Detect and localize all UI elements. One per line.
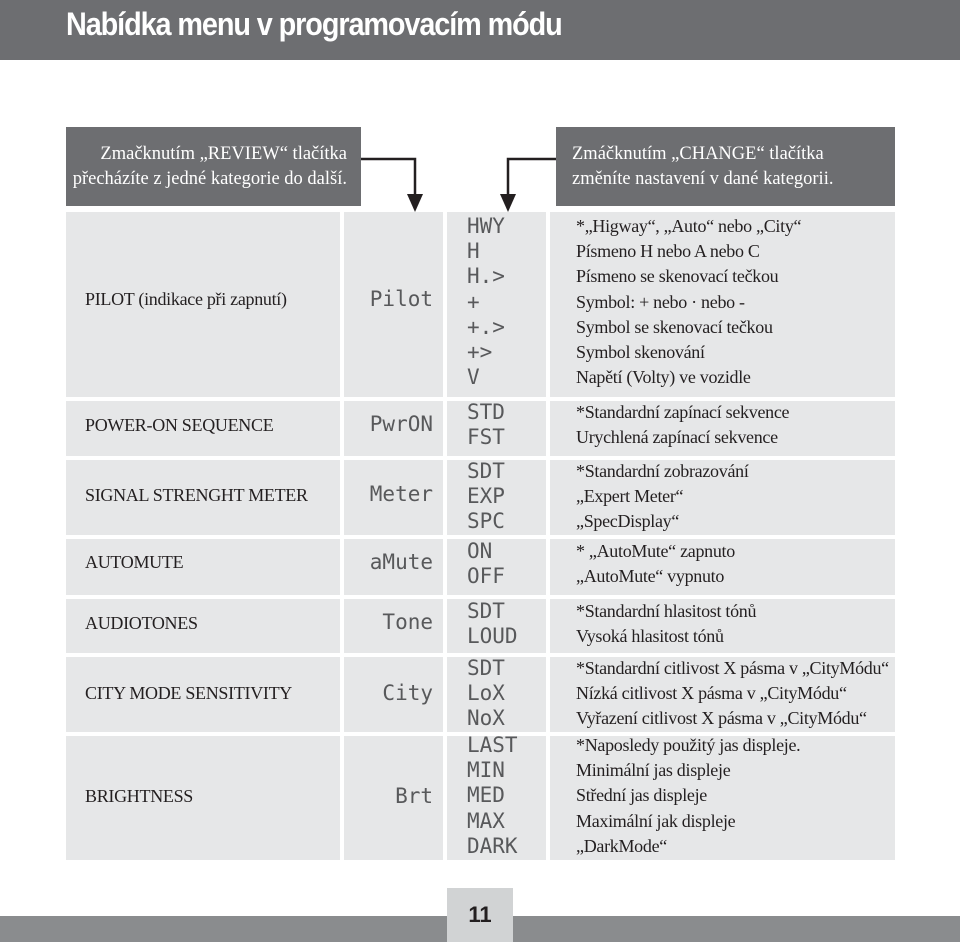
options-list: [467, 214, 505, 390]
option-value: STD: [467, 400, 505, 424]
description-list: [576, 459, 749, 535]
option-value: OFF: [467, 564, 505, 589]
option-description: Maximální jak displeje: [576, 810, 736, 831]
option-value: +>: [467, 339, 493, 364]
display-code: PwrON: [369, 412, 433, 436]
option-description: „Expert Meter“: [576, 486, 684, 507]
options-list: [467, 400, 505, 450]
option-value: LoX: [467, 681, 505, 706]
review-instruction-line: přecházíte z jedné kategorie do další.: [72, 169, 347, 189]
option-description: „SpecDisplay“: [576, 511, 680, 532]
options-list: [467, 539, 505, 589]
display-code: Brt: [395, 784, 433, 808]
option-description: Symbol skenování: [576, 341, 705, 362]
options-list: [467, 733, 518, 859]
option-description: * „AutoMute“ zapnuto: [576, 541, 735, 561]
option-value: FST: [467, 425, 505, 450]
change-instruction-line: změníte nastavení v dané kategorii.: [572, 169, 834, 189]
category-label: POWER-ON SEQUENCE: [85, 415, 274, 435]
display-code: Tone: [382, 610, 433, 634]
display-code: City: [382, 681, 433, 705]
option-description: *Naposledy použitý jas displeje.: [576, 735, 801, 755]
option-value: SPC: [467, 509, 505, 534]
option-value: SDT: [467, 459, 505, 483]
description-list: [576, 599, 756, 649]
option-description: „DarkMode“: [576, 835, 667, 856]
option-description: „AutoMute“ vypnuto: [576, 566, 725, 587]
option-description: Vyřazení citlivost X pásma v „CityMódu“: [576, 708, 867, 729]
option-value: +: [467, 289, 480, 314]
option-value: H.>: [467, 264, 505, 289]
option-value: EXP: [467, 484, 505, 509]
option-description: Symbol se skenovací tečkou: [576, 316, 773, 337]
option-value: MAX: [467, 808, 505, 833]
page-number-box: [447, 888, 513, 942]
option-description: Písmeno se skenovací tečkou: [576, 266, 779, 287]
option-value: LAST: [467, 733, 518, 757]
category-label: SIGNAL STRENGHT METER: [85, 485, 308, 505]
options-list: [467, 656, 505, 732]
option-description: *Standardní zapínací sekvence: [576, 402, 790, 422]
option-description: Symbol: + nebo · nebo -: [576, 291, 745, 312]
description-list: [576, 539, 735, 589]
option-value: LOUD: [467, 624, 518, 649]
option-description: Napětí (Volty) ve vozidle: [576, 367, 751, 388]
description-list: [576, 733, 800, 859]
category-label: BRIGHTNESS: [85, 786, 194, 806]
option-description: *Standardní hlasitost tónů: [576, 601, 757, 621]
option-value: MED: [467, 783, 505, 808]
description-list: [576, 400, 789, 450]
option-value: H: [467, 239, 480, 264]
option-value: ON: [467, 539, 493, 563]
option-description: Vysoká hlasitost tónů: [576, 626, 724, 647]
change-instruction-line: Zmáčknutím „CHANGE“ tlačítka: [572, 144, 824, 164]
option-description: Nízká citlivost X pásma v „CityMódu“: [576, 683, 847, 704]
option-value: +.>: [467, 314, 505, 339]
option-value: NoX: [467, 706, 505, 731]
page-title: Nabídka menu v programovacím módu: [66, 6, 562, 42]
option-value: SDT: [467, 656, 505, 680]
change-arrow: [500, 159, 556, 212]
option-description: *Standardní citlivost X pásma v „CityMódu“: [576, 658, 889, 678]
option-value: HWY: [467, 214, 505, 238]
category-label: AUDIOTONES: [85, 613, 198, 633]
option-description: Písmeno H nebo A nebo C: [576, 241, 760, 262]
option-description: *„Higway“, „Auto“ nebo „City“: [576, 216, 802, 236]
option-description: *Standardní zobrazování: [576, 461, 749, 481]
page-number: 11: [468, 902, 492, 927]
option-description: Střední jas displeje: [576, 785, 707, 806]
review-arrow: [361, 159, 423, 212]
option-value: V: [467, 365, 480, 390]
display-code: Pilot: [369, 287, 433, 311]
option-description: Urychlená zapínací sekvence: [576, 427, 778, 448]
option-value: MIN: [467, 758, 505, 783]
review-instruction-line: Zmačknutím „REVIEW“ tlačítka: [100, 144, 347, 164]
option-value: DARK: [467, 833, 518, 858]
option-value: SDT: [467, 599, 505, 623]
category-label: PILOT (indikace při zapnutí): [85, 289, 287, 309]
options-list: [467, 599, 518, 649]
options-list: [467, 459, 505, 535]
category-label: CITY MODE SENSITIVITY: [85, 683, 293, 703]
option-description: Minimální jas displeje: [576, 760, 731, 781]
description-list: [576, 214, 801, 390]
display-code: aMute: [369, 550, 433, 574]
category-label: AUTOMUTE: [85, 552, 184, 572]
display-code: Meter: [369, 482, 433, 506]
description-list: [576, 656, 889, 732]
